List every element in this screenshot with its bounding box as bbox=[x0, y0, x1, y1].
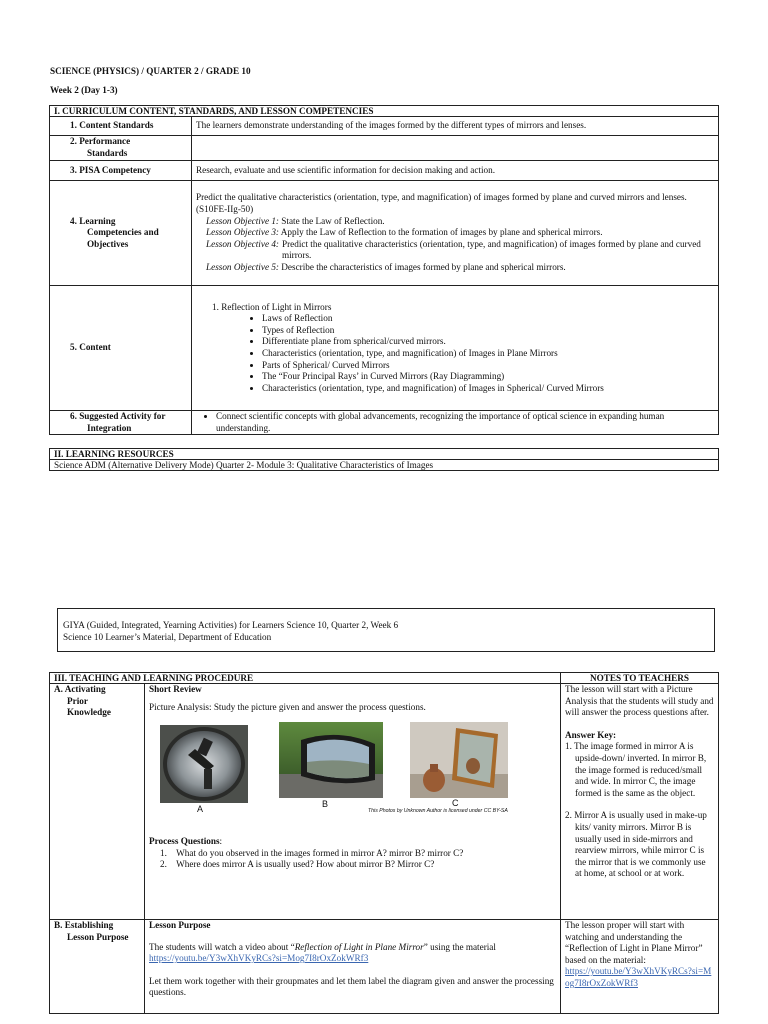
content-main-item: 1. Reflection of Light in Mirrors bbox=[212, 301, 332, 312]
activating-label-1: A. Activating bbox=[54, 684, 106, 694]
activating-label bbox=[50, 684, 145, 920]
section3-title: III. TEACHING AND LEARNING PROCEDURE bbox=[50, 673, 561, 684]
section2-text: Science ADM (Alternative Delivery Mode) Quarter 2- Module 3: Qualitative Characteristics of Images bbox=[50, 460, 719, 471]
establishing-notes bbox=[561, 920, 719, 1014]
picture-analysis-instruction: Picture Analysis: Study the picture given and answer the process questions. bbox=[149, 701, 426, 712]
list-item: • Characteristics (orientation, type, and magnification) of Images in Spherical/ Curved Mirrors bbox=[262, 383, 714, 395]
photo-caption-c: C bbox=[452, 798, 459, 808]
photo-caption-a: A bbox=[197, 804, 204, 814]
photo-caption-b: B bbox=[322, 799, 329, 809]
lesson-purpose-heading: Lesson Purpose bbox=[149, 920, 211, 930]
establishing-label-2: Lesson Purpose bbox=[67, 931, 129, 942]
content-label: 5. Content bbox=[50, 286, 192, 411]
question-1: 1. What do you observed in the images formed in mirror A? mirror B? mirror C? bbox=[160, 847, 464, 858]
objective-4: Lesson Objective 4: Predict the qualitative characteristics (orientation, type, and magnification) of images formed by plane and curved mirrors. bbox=[206, 238, 701, 261]
notes-header: NOTES TO TEACHERS bbox=[561, 673, 719, 684]
activating-label-2: Prior bbox=[67, 695, 88, 706]
giya-line-2: Science 10 Learner’s Material, Department of Education bbox=[63, 631, 272, 642]
activity-value bbox=[192, 411, 719, 435]
short-review-heading: Short Review bbox=[149, 684, 202, 694]
activating-content: Short Review Picture Analysis: Study the picture given and answer the process questions. Process Questions: 1. What do you observed in the images formed in mirror A? mirror B? mirror C? 2. Where does mirror A is usually used? How about mirror B? Mirror C? bbox=[145, 684, 561, 920]
list-item: • Types of Reflection bbox=[262, 325, 714, 337]
competencies-label bbox=[50, 181, 192, 286]
plane-mirror-vase-photo bbox=[410, 722, 508, 798]
notes-intro: The lesson will start with a Picture Analysis that the students will study and will answer the process questions after. bbox=[565, 684, 714, 718]
list-item: • Connect scientific concepts with global advancements, recognizing the importance of optical science in expanding human understanding. bbox=[216, 411, 714, 434]
content-bullets bbox=[196, 313, 714, 394]
objective-5: Lesson Objective 5: Describe the characteristics of images formed by plane and spherical mirrors. bbox=[206, 261, 566, 272]
competencies-label-3: Objectives bbox=[87, 238, 129, 249]
establishing-label bbox=[50, 920, 145, 1014]
answer-2: 2. Mirror A is usually used in make-up kits/ vanity mirrors. Mirror B is usually used in side-mirrors and rearview mirrors, while mirror C is the mirror that is we commonly use at home, at school or at work. bbox=[565, 810, 707, 879]
week-label: Week 2 (Day 1-3) bbox=[50, 85, 118, 95]
section2-title: II. LEARNING RESOURCES bbox=[50, 449, 719, 460]
list-item: • Characteristics (orientation, type, and magnification) of Images in Plane Mirrors bbox=[262, 348, 714, 360]
content-standards-label: 1. Content Standards bbox=[50, 117, 192, 136]
giya-reference-box bbox=[57, 608, 715, 652]
photo-credit: This Photos by Unknown Author is licensed under CC BY-SA bbox=[368, 808, 508, 814]
list-item: • Laws of Reflection bbox=[262, 313, 714, 325]
document-subject: SCIENCE (PHYSICS) / QUARTER 2 / GRADE 10 bbox=[50, 66, 251, 76]
performance-standards-label bbox=[50, 136, 192, 161]
notes-video-link[interactable]: https://youtu.be/Y3wXhVKyRCs?si=Mog7I8rOxZokWRf3 bbox=[565, 966, 712, 988]
list-item: • Parts of Spherical/ Curved Mirrors bbox=[262, 360, 714, 372]
performance-standards-value bbox=[192, 136, 719, 161]
content-standards-value: The learners demonstrate understanding of the images formed by the different types of mirrors and lenses. bbox=[192, 117, 719, 136]
answer-1: 1. The image formed in mirror A is upside-down/ inverted. In mirror B, the image formed is reduced/small and wide. In mirror C, the image formed is the same as the object. bbox=[565, 741, 707, 798]
establishing-notes-text: The lesson proper will start with watching and understanding the “Reflection of Light in Plane Mirror” based on the material: bbox=[565, 920, 703, 965]
mirror-handheld-photo bbox=[160, 725, 248, 803]
answer-key-label: Answer Key: bbox=[565, 729, 617, 740]
activity-label bbox=[50, 411, 192, 435]
competencies-value bbox=[192, 181, 719, 286]
list-item: • The “Four Principal Rays’ in Curved Mirrors (Ray Diagramming) bbox=[262, 371, 714, 383]
lesson-purpose-text: The students will watch a video about “Reflection of Light in Plane Mirror” using the material bbox=[149, 941, 496, 952]
list-item: • Differentiate plane from spherical/curved mirrors. bbox=[262, 336, 714, 348]
pisa-value: Research, evaluate and use scientific information for decision making and action. bbox=[192, 161, 719, 181]
content-value bbox=[192, 286, 719, 411]
establishing-label-1: B. Establishing bbox=[54, 920, 114, 930]
activating-label-3: Knowledge bbox=[67, 707, 111, 718]
curriculum-table bbox=[49, 105, 719, 435]
process-questions-heading: Process Questions bbox=[149, 836, 220, 847]
pisa-label: 3. PISA Competency bbox=[50, 161, 192, 181]
objective-1: Lesson Objective 1: State the Law of Reflection. bbox=[206, 215, 385, 226]
teaching-procedure-table bbox=[49, 672, 719, 1014]
learning-resources-table bbox=[49, 448, 719, 471]
video-link[interactable]: https://youtu.be/Y3wXhVKyRCs?si=Mog7I8rOxZokWRf3 bbox=[149, 953, 369, 964]
car-side-mirror-photo bbox=[279, 722, 383, 798]
performance-standards-label-2: Standards bbox=[87, 147, 128, 158]
competencies-label-2: Competencies and bbox=[87, 227, 159, 238]
competencies-intro: Predict the qualitative characteristics (orientation, type, and magnification) of images formed by plane and curved mirrors and lenses. (S10FE-IIg-50) bbox=[196, 192, 687, 215]
competencies-label-1: 4. Learning bbox=[70, 215, 116, 226]
performance-standards-label-1: 2. Performance bbox=[70, 136, 131, 146]
activating-notes bbox=[561, 684, 719, 920]
objective-3: Lesson Objective 3: Apply the Law of Reflection to the formation of images by plane and spherical mirrors. bbox=[206, 227, 603, 238]
giya-line-1: GIYA (Guided, Integrated, Yearning Activities) for Learners Science 10, Quarter 2, Week 6 bbox=[63, 620, 399, 630]
establishing-content bbox=[145, 920, 561, 1014]
activity-label-2: Integration bbox=[87, 422, 132, 433]
groupwork-text: Let them work together with their groupmates and let them label the diagram given and answer the processing questions. bbox=[149, 975, 554, 998]
activity-label-1: 6. Suggested Activity for bbox=[70, 411, 166, 421]
question-2: 2. Where does mirror A is usually used? How about mirror B? Mirror C? bbox=[160, 859, 435, 870]
section1-title: I. CURRICULUM CONTENT, STANDARDS, AND LESSON COMPETENCIES bbox=[50, 106, 719, 117]
